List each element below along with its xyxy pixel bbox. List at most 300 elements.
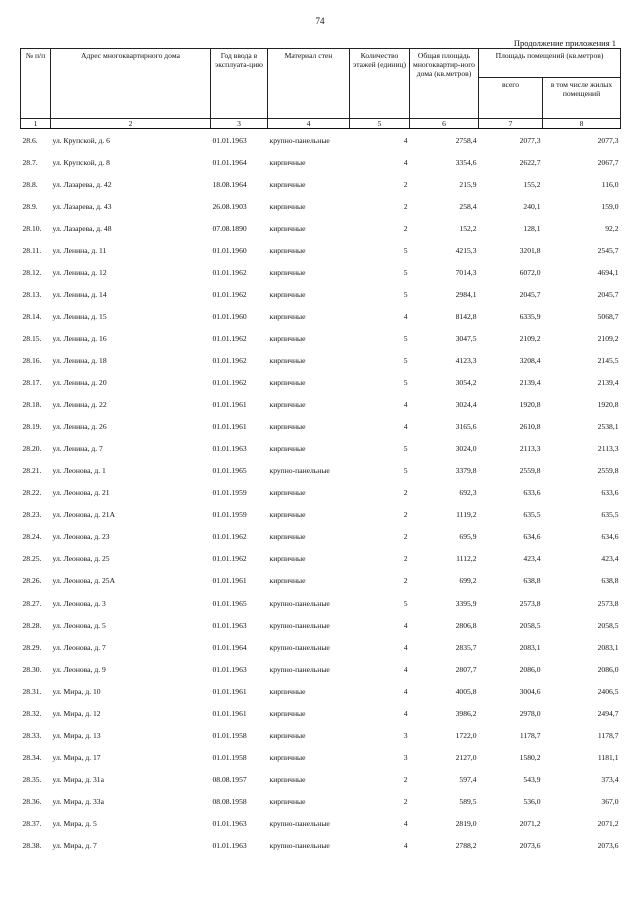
premises-living-cell: 2077,3 (597, 135, 619, 145)
total-area-cell: 1112,2 (456, 554, 477, 564)
address-cell: ул. Лазарева, д. 42 (52, 179, 112, 189)
material-cell: крупно-панельные (269, 818, 330, 828)
total-area-cell: 3054,2 (455, 378, 477, 388)
row-number: 28.9. (22, 201, 38, 211)
floors-cell: 2 (403, 179, 408, 189)
floors-cell: 4 (403, 422, 408, 432)
column-header-total-area: Общая площадь многоквартир-ного дома (кв.метров) (410, 49, 479, 119)
year-cell: 01.01.1962 (212, 289, 247, 299)
row-number: 28.14. (22, 311, 42, 321)
address-cell: ул. Ленина, д. 7 (52, 444, 103, 454)
address-cell: ул. Леонова, д. 1 (52, 466, 106, 476)
material-cell: кирпичные (269, 576, 306, 586)
total-area-cell: 2807,7 (455, 664, 477, 674)
year-cell: 01.01.1963 (212, 841, 247, 851)
material-cell: кирпичные (269, 422, 306, 432)
premises-total-cell: 1580,2 (519, 752, 541, 762)
column-header-address: Адрес многоквартирного дома (51, 49, 211, 119)
table-row (21, 790, 621, 812)
floors-cell: 5 (403, 333, 408, 343)
material-cell: кирпичные (269, 289, 306, 299)
floors-cell: 4 (403, 708, 408, 718)
row-number: 28.7. (22, 157, 38, 167)
premises-total-cell: 6072,0 (519, 267, 541, 277)
premises-total-cell: 155,2 (523, 179, 541, 189)
material-cell: крупно-панельные (269, 135, 330, 145)
column-number: 7 (479, 119, 543, 129)
premises-living-cell: 373,4 (601, 774, 619, 784)
row-number: 28.38. (22, 841, 42, 851)
row-number: 28.36. (22, 796, 42, 806)
address-cell: ул. Леонова, д. 21 (52, 488, 110, 498)
floors-cell: 2 (403, 488, 408, 498)
floors-cell: 2 (403, 774, 408, 784)
premises-living-cell: 2113,3 (597, 444, 619, 454)
premises-living-cell: 633,6 (601, 488, 619, 498)
material-cell: кирпичные (269, 796, 306, 806)
floors-cell: 4 (403, 157, 408, 167)
premises-living-cell: 2058,5 (597, 620, 619, 630)
address-cell: ул. Ленина, д. 26 (52, 422, 107, 432)
premises-total-cell: 2073,6 (519, 841, 541, 851)
table-row (21, 724, 621, 746)
row-number: 28.23. (22, 510, 42, 520)
year-cell: 01.01.1962 (212, 378, 247, 388)
material-cell: кирпичные (269, 730, 306, 740)
premises-living-cell: 2145,5 (597, 355, 619, 365)
floors-cell: 5 (403, 355, 408, 365)
premises-living-cell: 635,5 (601, 510, 619, 520)
premises-total-cell: 3004,6 (519, 686, 541, 696)
table-row (21, 658, 621, 680)
total-area-cell: 3165,6 (455, 422, 477, 432)
material-cell: крупно-панельные (269, 664, 330, 674)
total-area-cell: 2835,7 (455, 642, 477, 652)
table-row (21, 592, 621, 614)
table-row (21, 394, 621, 416)
total-area-cell: 4123,3 (455, 355, 477, 365)
address-cell: ул. Леонова, д. 9 (52, 664, 106, 674)
premises-living-cell: 2045,7 (597, 289, 619, 299)
address-cell: ул. Крупской, д. 6 (52, 135, 110, 145)
premises-total-cell: 423,4 (523, 554, 541, 564)
year-cell: 07.08.1890 (212, 223, 247, 233)
premises-total-cell: 2622,7 (519, 157, 541, 167)
address-cell: ул. Ленина, д. 20 (52, 378, 107, 388)
table-row (21, 239, 621, 261)
row-number: 28.19. (22, 422, 42, 432)
total-area-cell: 597,4 (459, 774, 477, 784)
table-row (21, 570, 621, 592)
year-cell: 01.01.1964 (212, 157, 247, 167)
total-area-cell: 4005,8 (455, 686, 477, 696)
total-area-cell: 699,2 (459, 576, 477, 586)
premises-total-cell: 2113,3 (519, 444, 541, 454)
table-row (21, 305, 621, 327)
row-number: 28.32. (22, 708, 42, 718)
year-cell: 01.01.1962 (212, 267, 247, 277)
premises-living-cell: 2559,8 (597, 466, 619, 476)
premises-total-cell: 1178,7 (519, 730, 541, 740)
material-cell: кирпичные (269, 532, 306, 542)
material-cell: кирпичные (269, 400, 306, 410)
address-cell: ул. Ленина, д. 11 (52, 245, 107, 255)
table-row (21, 195, 621, 217)
row-number: 28.26. (22, 576, 42, 586)
table-body (21, 129, 621, 857)
table-row (21, 746, 621, 768)
year-cell: 01.01.1963 (212, 664, 247, 674)
floors-cell: 4 (403, 841, 408, 851)
premises-living-cell: 2109,2 (597, 333, 619, 343)
premises-living-cell: 2086,0 (597, 664, 619, 674)
material-cell: кирпичные (269, 179, 306, 189)
material-cell: крупно-панельные (269, 598, 330, 608)
year-cell: 08.08.1957 (212, 774, 247, 784)
table-row (21, 173, 621, 195)
material-cell: кирпичные (269, 157, 306, 167)
premises-total-cell: 3208,4 (519, 355, 541, 365)
premises-living-cell: 1920,8 (597, 400, 619, 410)
premises-total-cell: 2573,8 (519, 598, 541, 608)
table-row (21, 283, 621, 305)
year-cell: 01.01.1964 (212, 642, 247, 652)
premises-living-cell: 2139,4 (597, 378, 619, 388)
material-cell: кирпичные (269, 488, 306, 498)
year-cell: 01.01.1963 (212, 135, 247, 145)
total-area-cell: 3395,9 (455, 598, 477, 608)
premises-total-cell: 6335,9 (519, 311, 541, 321)
row-number: 28.8. (22, 179, 38, 189)
address-cell: ул. Лазарева, д. 48 (52, 223, 112, 233)
premises-total-cell: 128,1 (523, 223, 541, 233)
row-number: 28.22. (22, 488, 42, 498)
material-cell: кирпичные (269, 201, 306, 211)
floors-cell: 2 (403, 201, 408, 211)
column-header-premises-living: в том числе жилых помещений (543, 78, 621, 119)
table-row (21, 217, 621, 239)
row-number: 28.20. (22, 444, 42, 454)
total-area-cell: 3379,8 (455, 466, 477, 476)
total-area-cell: 589,5 (459, 796, 477, 806)
address-cell: ул. Лазарева, д. 43 (52, 201, 112, 211)
page-number: 74 (315, 16, 325, 26)
floors-cell: 4 (403, 642, 408, 652)
premises-total-cell: 1920,8 (519, 400, 541, 410)
year-cell: 01.01.1962 (212, 554, 247, 564)
column-number: 1 (21, 119, 51, 129)
column-number: 8 (543, 119, 621, 129)
total-area-cell: 2806,8 (455, 620, 477, 630)
row-number: 28.17. (22, 378, 42, 388)
material-cell: кирпичные (269, 554, 306, 564)
address-cell: ул. Мира, д. 5 (52, 818, 97, 828)
housing-register-table (20, 48, 621, 857)
row-number: 28.21. (22, 466, 42, 476)
material-cell: кирпичные (269, 223, 306, 233)
premises-living-cell: 2067,7 (597, 157, 619, 167)
material-cell: кирпичные (269, 355, 306, 365)
floors-cell: 2 (403, 576, 408, 586)
premises-total-cell: 2109,2 (519, 333, 541, 343)
material-cell: кирпичные (269, 333, 306, 343)
column-number: 6 (410, 119, 479, 129)
year-cell: 18.08.1964 (212, 179, 247, 189)
total-area-cell: 258,4 (459, 201, 477, 211)
column-header-num: № п/п (21, 49, 51, 119)
year-cell: 01.01.1962 (212, 333, 247, 343)
row-number: 28.6. (22, 135, 38, 145)
table-header-row (21, 49, 621, 78)
column-header-floors: Количество этажей (единиц) (350, 49, 410, 119)
premises-living-cell: 2083,1 (597, 642, 619, 652)
address-cell: ул. Мира, д. 33а (52, 796, 104, 806)
table-row (21, 680, 621, 702)
material-cell: кирпичные (269, 267, 306, 277)
total-area-cell: 2788,2 (455, 841, 477, 851)
address-cell: ул. Ленина, д. 15 (52, 311, 107, 321)
row-number: 28.16. (22, 355, 42, 365)
premises-living-cell: 423,4 (601, 554, 619, 564)
floors-cell: 5 (403, 267, 408, 277)
material-cell: кирпичные (269, 752, 306, 762)
material-cell: кирпичные (269, 686, 306, 696)
total-area-cell: 7014,3 (455, 267, 477, 277)
address-cell: ул. Леонова, д. 7 (52, 642, 106, 652)
table-row (21, 460, 621, 482)
column-number: 4 (268, 119, 350, 129)
row-number: 28.31. (22, 686, 42, 696)
column-header-premises-total: всего (479, 78, 543, 119)
column-number: 2 (51, 119, 211, 129)
total-area-cell: 3047,5 (455, 333, 477, 343)
table-row (21, 636, 621, 658)
table-row (21, 129, 621, 152)
premises-total-cell: 2083,1 (519, 642, 541, 652)
premises-total-cell: 536,0 (523, 796, 541, 806)
total-area-cell: 1119,2 (456, 510, 477, 520)
address-cell: ул. Мира, д. 13 (52, 730, 101, 740)
column-header-premises: Площадь помещений (кв.метров) (479, 49, 621, 78)
total-area-cell: 1722,0 (455, 730, 477, 740)
floors-cell: 5 (403, 245, 408, 255)
premises-total-cell: 2077,3 (519, 135, 541, 145)
premises-total-cell: 638,8 (523, 576, 541, 586)
address-cell: ул. Леонова, д. 3 (52, 598, 106, 608)
column-header-year: Год ввода в эксплуата-цию (211, 49, 268, 119)
row-number: 28.12. (22, 267, 42, 277)
material-cell: крупно-панельные (269, 620, 330, 630)
floors-cell: 2 (403, 510, 408, 520)
year-cell: 01.01.1960 (212, 245, 247, 255)
year-cell: 01.01.1962 (212, 355, 247, 365)
material-cell: кирпичные (269, 774, 306, 784)
table-row (21, 151, 621, 173)
table-row (21, 416, 621, 438)
total-area-cell: 3024,4 (455, 400, 477, 410)
continuation-note: Продолжение приложения 1 (513, 38, 616, 48)
column-number: 5 (350, 119, 410, 129)
premises-living-cell: 92,2 (605, 223, 619, 233)
address-cell: ул. Ленина, д. 12 (52, 267, 107, 277)
address-cell: ул. Ленина, д. 14 (52, 289, 107, 299)
year-cell: 01.01.1961 (212, 708, 247, 718)
floors-cell: 4 (403, 311, 408, 321)
address-cell: ул. Леонова, д. 25 (52, 554, 110, 564)
address-cell: ул. Леонова, д. 23 (52, 532, 110, 542)
premises-total-cell: 635,5 (523, 510, 541, 520)
total-area-cell: 695,9 (459, 532, 477, 542)
total-area-cell: 3354,6 (455, 157, 477, 167)
address-cell: ул. Леонова, д. 5 (52, 620, 106, 630)
total-area-cell: 152,2 (459, 223, 477, 233)
premises-living-cell: 4694,1 (597, 267, 619, 277)
year-cell: 01.01.1958 (212, 752, 247, 762)
premises-living-cell: 2573,8 (597, 598, 619, 608)
table-row (21, 482, 621, 504)
premises-living-cell: 367,0 (601, 796, 619, 806)
material-cell: кирпичные (269, 510, 306, 520)
material-cell: кирпичные (269, 444, 306, 454)
material-cell: кирпичные (269, 245, 306, 255)
table-row (21, 261, 621, 283)
floors-cell: 2 (403, 223, 408, 233)
table-row (21, 614, 621, 636)
premises-total-cell: 240,1 (523, 201, 541, 211)
total-area-cell: 215,9 (459, 179, 477, 189)
address-cell: ул. Ленина, д. 16 (52, 333, 107, 343)
total-area-cell: 2758,4 (455, 135, 477, 145)
premises-living-cell: 159,0 (601, 201, 619, 211)
table-row (21, 526, 621, 548)
table-row (21, 504, 621, 526)
floors-cell: 3 (403, 730, 408, 740)
address-cell: ул. Ленина, д. 18 (52, 355, 107, 365)
row-number: 28.33. (22, 730, 42, 740)
premises-living-cell: 2494,7 (597, 708, 619, 718)
material-cell: крупно-панельные (269, 841, 330, 851)
year-cell: 01.01.1962 (212, 532, 247, 542)
premises-total-cell: 2058,5 (519, 620, 541, 630)
floors-cell: 5 (403, 466, 408, 476)
address-cell: ул. Мира, д. 7 (52, 841, 97, 851)
premises-living-cell: 1178,7 (597, 730, 619, 740)
year-cell: 01.01.1963 (212, 818, 247, 828)
premises-living-cell: 2545,7 (597, 245, 619, 255)
table-row (21, 702, 621, 724)
year-cell: 01.01.1963 (212, 620, 247, 630)
premises-living-cell: 2406,5 (597, 686, 619, 696)
column-header-material: Материал стен (268, 49, 350, 119)
material-cell: кирпичные (269, 708, 306, 718)
material-cell: кирпичные (269, 311, 306, 321)
address-cell: ул. Мира, д. 17 (52, 752, 101, 762)
premises-total-cell: 2559,8 (519, 466, 541, 476)
floors-cell: 5 (403, 598, 408, 608)
year-cell: 01.01.1965 (212, 466, 247, 476)
address-cell: ул. Ленина, д. 22 (52, 400, 107, 410)
column-number: 3 (211, 119, 268, 129)
floors-cell: 5 (403, 444, 408, 454)
row-number: 28.15. (22, 333, 42, 343)
address-cell: ул. Леонова, д. 25А (52, 576, 116, 586)
table-row (21, 372, 621, 394)
year-cell: 01.01.1961 (212, 686, 247, 696)
address-cell: ул. Крупской, д. 8 (52, 157, 110, 167)
premises-total-cell: 633,6 (523, 488, 541, 498)
address-cell: ул. Мира, д. 12 (52, 708, 101, 718)
floors-cell: 2 (403, 554, 408, 564)
column-number-row (21, 119, 621, 129)
total-area-cell: 692,3 (459, 488, 477, 498)
floors-cell: 3 (403, 752, 408, 762)
material-cell: кирпичные (269, 378, 306, 388)
table-row (21, 349, 621, 371)
year-cell: 01.01.1959 (212, 488, 247, 498)
premises-total-cell: 2610,8 (519, 422, 541, 432)
premises-living-cell: 2071,2 (597, 818, 619, 828)
premises-total-cell: 634,6 (523, 532, 541, 542)
floors-cell: 4 (403, 686, 408, 696)
floors-cell: 2 (403, 532, 408, 542)
premises-total-cell: 543,9 (523, 774, 541, 784)
premises-living-cell: 116,0 (601, 179, 619, 189)
year-cell: 01.01.1961 (212, 576, 247, 586)
floors-cell: 5 (403, 289, 408, 299)
row-number: 28.13. (22, 289, 42, 299)
year-cell: 01.01.1963 (212, 444, 247, 454)
premises-total-cell: 2071,2 (519, 818, 541, 828)
total-area-cell: 2127,0 (455, 752, 477, 762)
row-number: 28.24. (22, 532, 42, 542)
floors-cell: 4 (403, 400, 408, 410)
total-area-cell: 2819,0 (455, 818, 477, 828)
floors-cell: 5 (403, 378, 408, 388)
material-cell: крупно-панельные (269, 642, 330, 652)
table-row (21, 812, 621, 834)
premises-living-cell: 634,6 (601, 532, 619, 542)
floors-cell: 4 (403, 664, 408, 674)
floors-cell: 4 (403, 135, 408, 145)
row-number: 28.11. (22, 245, 42, 255)
address-cell: ул. Леонова, д. 21А (52, 510, 116, 520)
row-number: 28.27. (22, 598, 42, 608)
table-row (21, 768, 621, 790)
premises-living-cell: 2073,6 (597, 841, 619, 851)
table-row (21, 438, 621, 460)
row-number: 28.18. (22, 400, 42, 410)
table-row (21, 835, 621, 857)
floors-cell: 4 (403, 818, 408, 828)
row-number: 28.34. (22, 752, 42, 762)
year-cell: 01.01.1958 (212, 730, 247, 740)
year-cell: 26.08.1903 (212, 201, 247, 211)
material-cell: крупно-панельные (269, 466, 330, 476)
premises-total-cell: 2978,0 (519, 708, 541, 718)
year-cell: 01.01.1960 (212, 311, 247, 321)
premises-total-cell: 3201,8 (519, 245, 541, 255)
premises-living-cell: 2538,1 (597, 422, 619, 432)
total-area-cell: 3986,2 (455, 708, 477, 718)
year-cell: 01.01.1959 (212, 510, 247, 520)
premises-total-cell: 2139,4 (519, 378, 541, 388)
floors-cell: 2 (403, 796, 408, 806)
total-area-cell: 4215,3 (455, 245, 477, 255)
premises-living-cell: 1181,1 (597, 752, 619, 762)
premises-living-cell: 638,8 (601, 576, 619, 586)
row-number: 28.25. (22, 554, 42, 564)
table-row (21, 327, 621, 349)
